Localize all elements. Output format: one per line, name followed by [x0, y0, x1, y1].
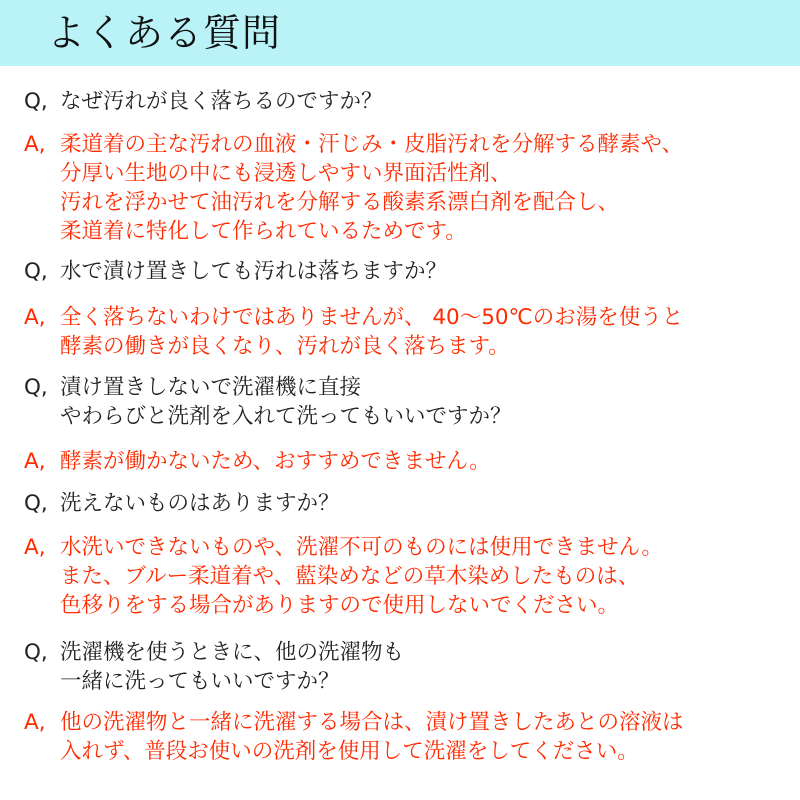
answer-prefix: A,	[24, 449, 46, 474]
answer-text: 入れず、普段お使いの洗剤を使用して洗濯をしてください。	[60, 739, 639, 764]
answer-text: 酵素が働かないため、おすすめできません。	[60, 449, 491, 474]
answer-text: 他の洗濯物と一緒に洗濯する場合は、漬け置きしたあとの溶液は	[60, 710, 684, 735]
question-text: 一緒に洗ってもいいですか？	[60, 669, 340, 694]
question-text: なぜ汚れが良く落ちるのですか？	[60, 89, 383, 114]
answer-prefix: A,	[24, 132, 46, 157]
answer-text: 柔道着に特化して作られているためです。	[60, 219, 467, 244]
question-text: 水で漬け置きしても汚れは落ちますか？	[60, 259, 448, 284]
answer-prefix: A,	[24, 710, 46, 735]
answer-prefix: A,	[24, 535, 46, 560]
question-prefix: Q,	[24, 640, 48, 665]
question-prefix: Q,	[24, 491, 48, 516]
answer-prefix: A,	[24, 305, 46, 330]
answer-text: 汚れを浮かせて油汚れを分解する酸素系漂白剤を配合し、	[60, 190, 620, 215]
answer-text: 分厚い生地の中にも浸透しやすい界面活性剤、	[60, 161, 512, 186]
answer-text: 色移りをする場合がありますので使用しないでください。	[60, 593, 620, 618]
answer-text: 酵素の働きが良くなり、汚れが良く落ちます。	[60, 334, 510, 359]
answer-text: 柔道着の主な汚れの血液・汗じみ・皮脂汚れを分解する酵素や、	[60, 132, 684, 157]
question-text: やわらびと洗剤を入れて洗ってもいいですか？	[60, 404, 512, 429]
question-text: 漬け置きしないで洗濯機に直接	[60, 375, 362, 400]
answer-text: 全く落ちないわけではありませんが、 40～50℃のお湯を使うと	[60, 305, 684, 330]
answer-text: 水洗いできないものや、洗濯不可のものには使用できません。	[60, 535, 663, 560]
page-header	[0, 0, 800, 66]
question-prefix: Q,	[24, 375, 48, 400]
page-title: よくある質問	[47, 11, 282, 55]
question-text: 洗えないものはありますか？	[60, 491, 340, 516]
question-prefix: Q,	[24, 89, 48, 114]
question-text: 洗濯機を使うときに、他の洗濯物も	[60, 640, 405, 665]
answer-text: また、ブルー柔道着や、藍染めなどの草木染めしたものは、	[60, 564, 640, 589]
question-prefix: Q,	[24, 259, 48, 284]
